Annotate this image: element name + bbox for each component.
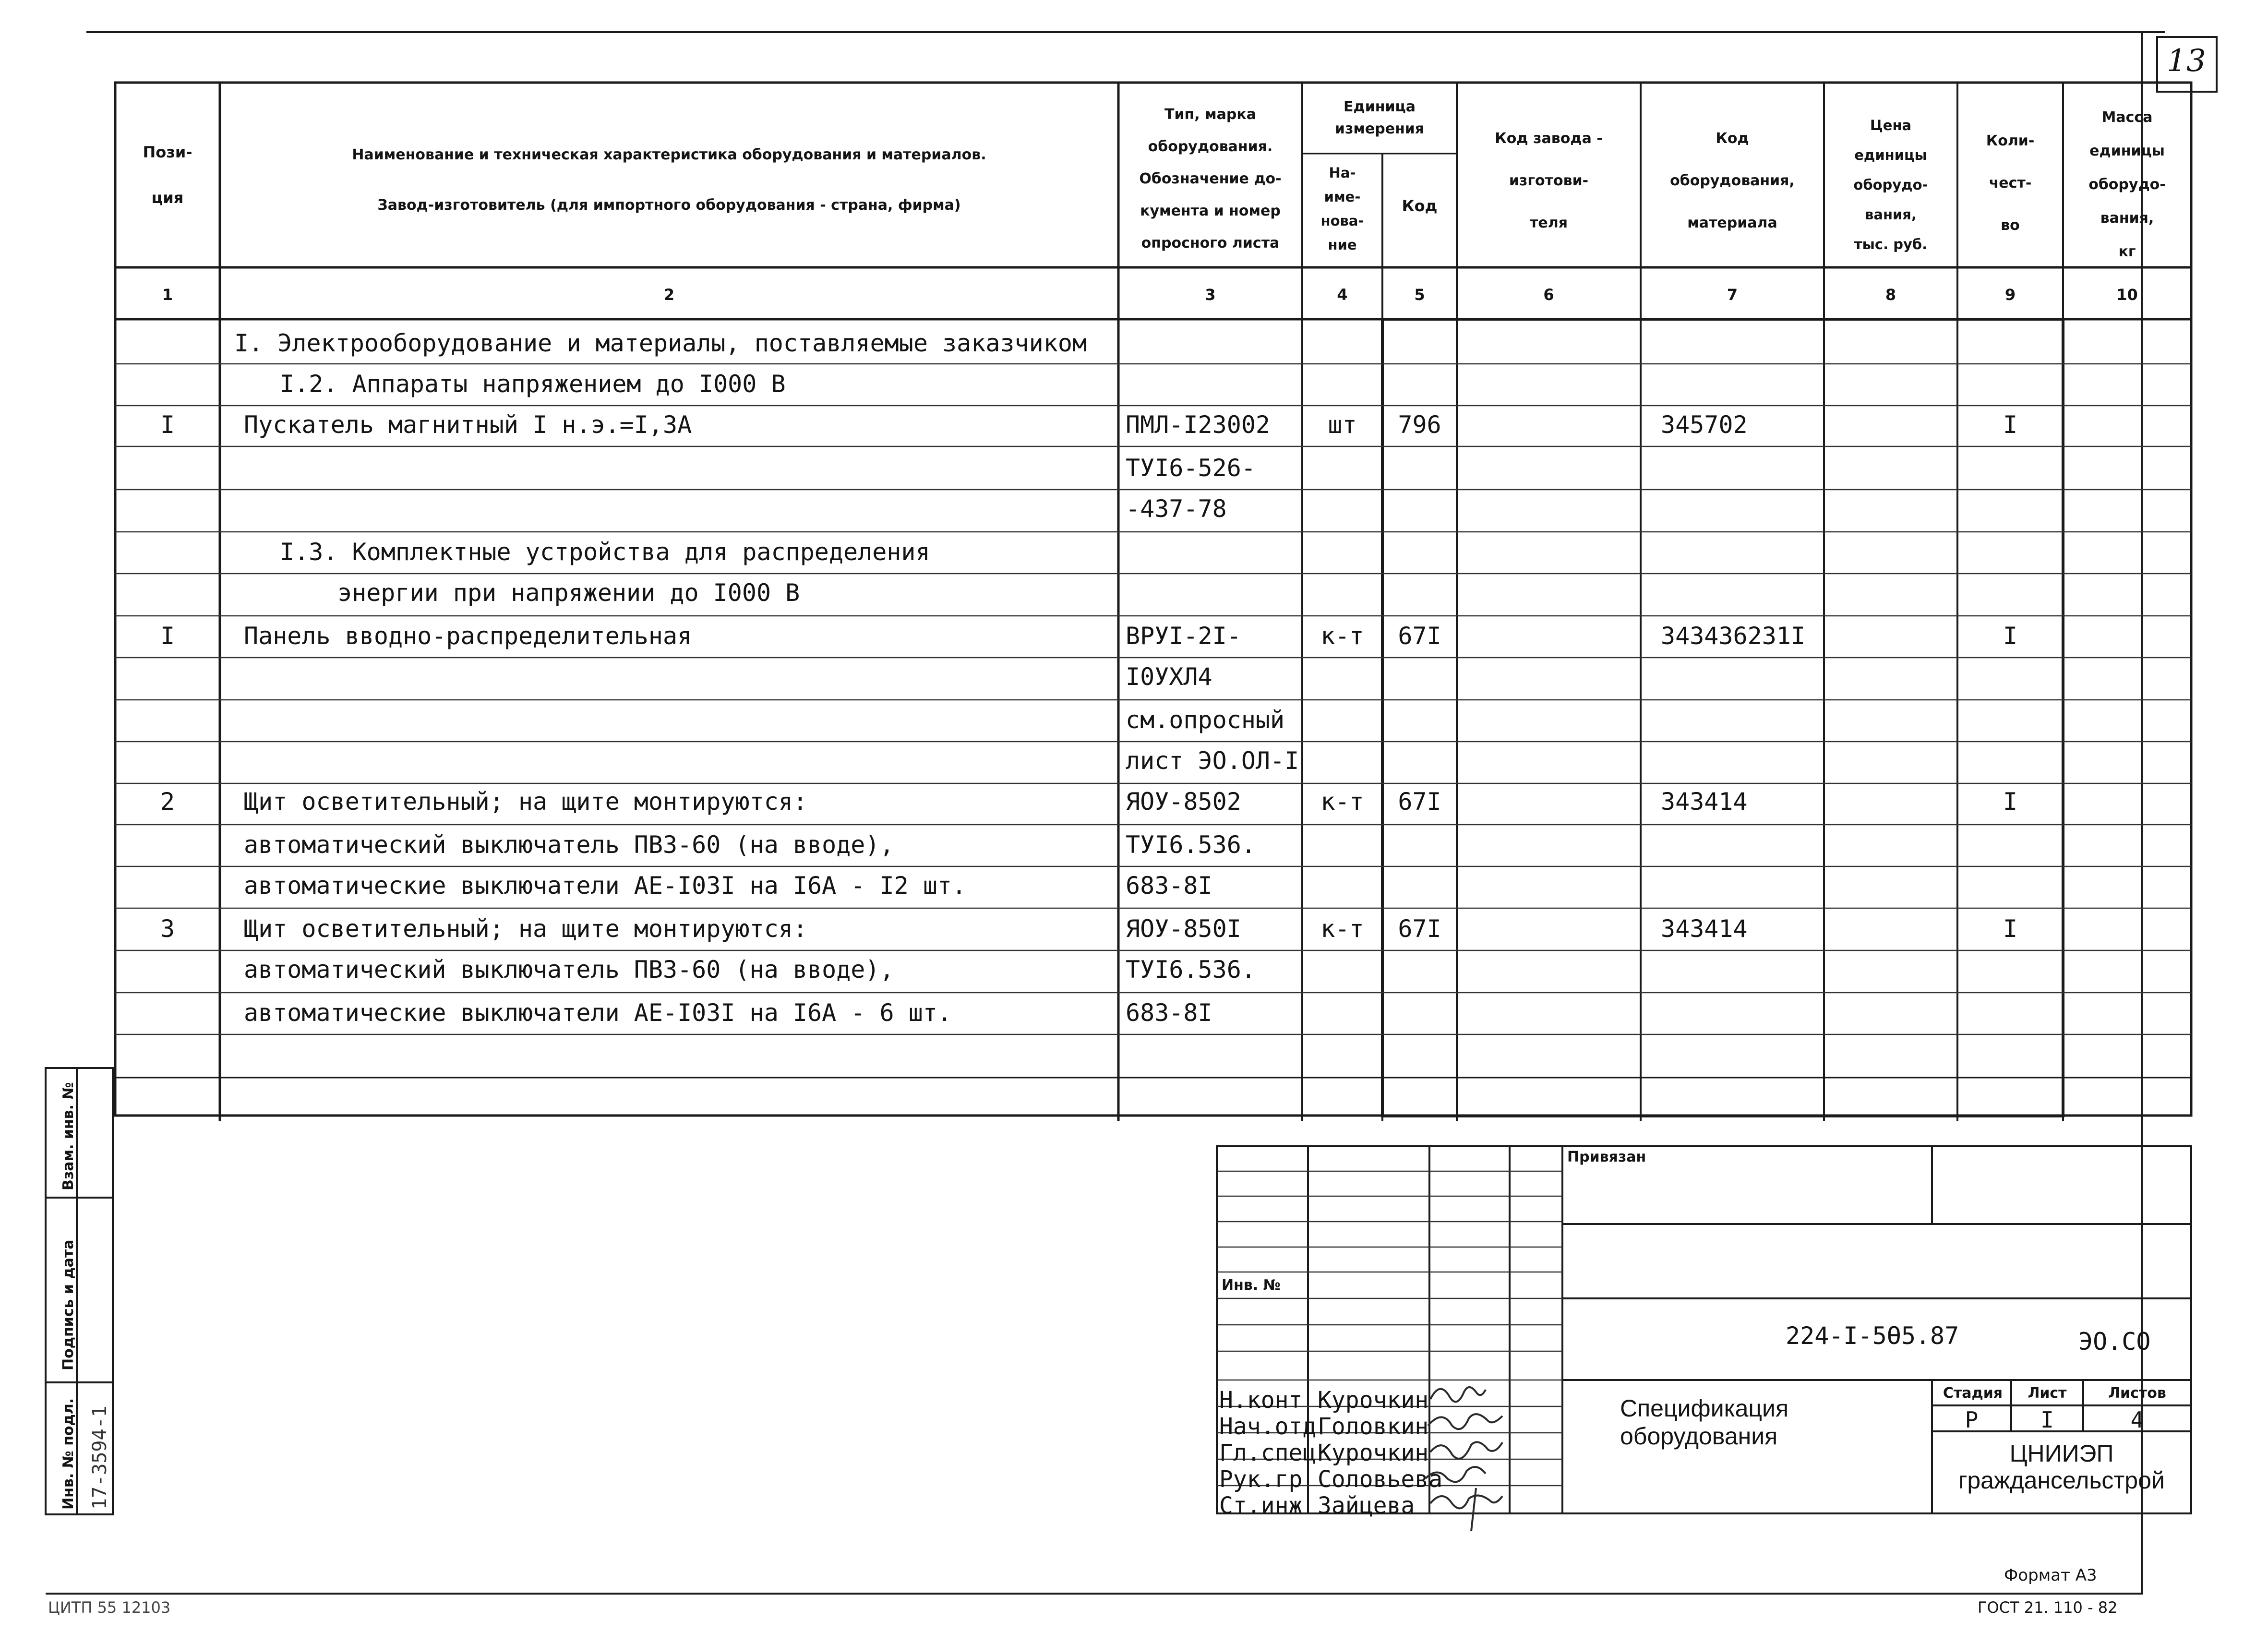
header-type: Тип, марка оборудования. Обозначение до- кумента и номер опросного листа bbox=[1139, 106, 1282, 252]
tb-staff-role: Гл.спец bbox=[1219, 1440, 1317, 1466]
cell-type: ТУI6-526- bbox=[1126, 454, 1256, 482]
col-number: 5 bbox=[1414, 286, 1425, 304]
cell-name: Пускатель магнитный I н.э.=I,3А bbox=[244, 411, 692, 439]
cell-type: лист ЭО.ОЛ-I bbox=[1126, 747, 1299, 775]
footer-left: ЦИТП 55 12103 bbox=[48, 1598, 171, 1617]
header-position: Пози- ция bbox=[143, 143, 192, 207]
cell-quantity: I bbox=[2003, 622, 2018, 650]
cell-position: I bbox=[160, 622, 175, 650]
tb-sheet-label: Лист bbox=[2028, 1385, 2067, 1402]
tb-sheets: 4 bbox=[2130, 1407, 2144, 1433]
tb-staff-name: Соловьева bbox=[1318, 1466, 1443, 1493]
col-number: 8 bbox=[1885, 286, 1896, 304]
side-stamp-inv-podl: Инв. № подл. bbox=[60, 1398, 77, 1510]
tb-mark: ЭО.СО bbox=[2078, 1328, 2151, 1356]
cell-equipment-code: 3434362З1I bbox=[1661, 622, 1806, 650]
footer-format: Формат А3 bbox=[2004, 1566, 2097, 1585]
header-unit-group: Единица измерения bbox=[1334, 98, 1425, 137]
cell-name: Щит осветительный; на щите монтируются: bbox=[244, 915, 807, 943]
tb-staff-name: Курочкин bbox=[1318, 1387, 1429, 1414]
tb-staff-role: Нач.отд bbox=[1219, 1413, 1317, 1440]
cell-unit-code: 67I bbox=[1398, 788, 1441, 816]
cell-equipment-code: 343414 bbox=[1661, 915, 1748, 943]
col-number: 3 bbox=[1205, 286, 1216, 304]
cell-name: энергии при напряжении до I000 В bbox=[337, 579, 800, 607]
cell-type: см.опросный bbox=[1126, 706, 1285, 734]
cell-quantity: I bbox=[2003, 788, 2018, 816]
cell-name: Щит осветительный; на щите монтируются: bbox=[244, 788, 807, 816]
cell-name: автоматический выключатель ПВЗ-60 (на вводе), bbox=[244, 831, 894, 859]
cell-quantity: I bbox=[2003, 411, 2018, 439]
cell-position: 3 bbox=[160, 915, 175, 943]
cell-type: ТУI6.536. bbox=[1126, 956, 1256, 984]
cell-type: ВРУI-2I- bbox=[1126, 622, 1241, 650]
col-number: 10 bbox=[2116, 286, 2138, 304]
cell-type: ТУI6.536. bbox=[1126, 831, 1256, 859]
col-number: 9 bbox=[2004, 286, 2016, 304]
cell-position: 2 bbox=[160, 788, 175, 816]
cell-unit-code: 67I bbox=[1398, 915, 1441, 943]
tb-staff-role: Н.конт bbox=[1219, 1387, 1303, 1414]
handwritten-signatures bbox=[1421, 1378, 1536, 1536]
tb-staff-role: Ст.инж bbox=[1219, 1492, 1303, 1519]
cell-type: 683-8I bbox=[1126, 999, 1212, 1027]
col-number: 6 bbox=[1543, 286, 1554, 304]
cell-name: автоматический выключатель ПВЗ-60 (на вводе), bbox=[244, 956, 894, 984]
header-factory-code: Код завода - изготови- теля bbox=[1495, 130, 1603, 231]
tb-sheets-label: Листов bbox=[2108, 1385, 2166, 1402]
cell-type: 683-8I bbox=[1126, 872, 1212, 900]
cell-name: автоматические выключатели АЕ-I03I на I6А - 6 шт. bbox=[244, 999, 952, 1027]
tb-staff-name: Головкин bbox=[1318, 1413, 1429, 1440]
cell-name: I.2. Аппараты напряжением до I000 В bbox=[280, 370, 786, 398]
tb-staff-name: Зайцева bbox=[1318, 1492, 1415, 1519]
cell-name: I.3. Комплектные устройства для распределения bbox=[280, 538, 930, 566]
tb-staff-name: Курочкин bbox=[1318, 1440, 1429, 1466]
sheet-number: 13 bbox=[2167, 43, 2206, 79]
tb-stage: Р bbox=[1965, 1407, 1979, 1433]
cell-unit: шт bbox=[1328, 411, 1357, 439]
tb-inv-label: Инв. № bbox=[1222, 1277, 1281, 1294]
tb-doc-code: 224-I-5Ѳ5.87 bbox=[1786, 1322, 1959, 1350]
tb-sheet: I bbox=[2040, 1407, 2054, 1433]
header-price: Цена единицы оборудо- вания, тыс. руб. bbox=[1853, 117, 1928, 252]
cell-type: -437-78 bbox=[1126, 495, 1227, 523]
cell-unit-code: 796 bbox=[1398, 411, 1441, 439]
cell-unit: к-т bbox=[1320, 788, 1364, 816]
side-stamp-inv-value: 17-3594-1 bbox=[89, 1405, 111, 1510]
header-mass: Масса единицы оборудо- вания, кг bbox=[2088, 109, 2166, 260]
cell-name: автоматические выключатели АЕ-I03I на I6А - I2 шт. bbox=[244, 872, 967, 900]
tb-staff-roles bbox=[1219, 1387, 1316, 1519]
cell-type: ЯОУ-8502 bbox=[1126, 788, 1241, 816]
cell-type: I0УХЛ4 bbox=[1126, 663, 1212, 691]
tb-title-line1: Спецификация bbox=[1620, 1395, 1789, 1422]
footer-gost: ГОСТ 21. 110 - 82 bbox=[1978, 1598, 2118, 1617]
cell-equipment-code: 343414 bbox=[1661, 788, 1748, 816]
cell-unit: к-т bbox=[1320, 915, 1364, 943]
tb-staff-role: Рук.гр bbox=[1219, 1466, 1303, 1493]
tb-organization bbox=[1932, 1440, 2191, 1494]
cell-quantity: I bbox=[2003, 915, 2018, 943]
side-stamp-vzam: Взам. инв. № bbox=[60, 1082, 77, 1190]
tb-title-line2: оборудования bbox=[1620, 1423, 1778, 1450]
side-stamp-podpis: Подпись и дата bbox=[60, 1239, 77, 1370]
col-number: 2 bbox=[663, 286, 675, 304]
tb-org-line2: граждансельстрой bbox=[1958, 1467, 2165, 1494]
header-equipment-code: Код оборудования, материала bbox=[1670, 130, 1795, 231]
tb-privyazan-label: Привязан bbox=[1567, 1149, 1646, 1165]
tb-stage-label: Стадия bbox=[1943, 1385, 2003, 1402]
header-unit-code: Код bbox=[1402, 197, 1438, 215]
cell-unit-code: 67I bbox=[1398, 622, 1441, 650]
cell-type: ПМЛ-I23002 bbox=[1126, 411, 1271, 439]
cell-equipment-code: 345702 bbox=[1661, 411, 1748, 439]
tb-title bbox=[1620, 1394, 1788, 1450]
header-unit-name: На- име- нова- ние bbox=[1320, 165, 1364, 253]
cell-position: I bbox=[160, 411, 175, 439]
cell-name: I. Электрооборудование и материалы, поставляемые заказчиком bbox=[234, 329, 1087, 357]
header-name: Наименование и техническая характеристика оборудования и материалов. Завод-изготовитель (для импортного оборудования - страна, фирма) bbox=[352, 146, 986, 214]
col-number: 1 bbox=[162, 286, 173, 304]
cell-unit: к-т bbox=[1320, 622, 1364, 650]
col-number: 4 bbox=[1337, 286, 1348, 304]
cell-type: ЯОУ-850I bbox=[1126, 915, 1241, 943]
tb-org-line1: ЦНИИЭП bbox=[2009, 1440, 2114, 1467]
header-quantity: Коли- чест- во bbox=[1986, 132, 2035, 234]
col-number: 7 bbox=[1727, 286, 1738, 304]
cell-name: Панель вводно-распределительная bbox=[244, 622, 692, 650]
